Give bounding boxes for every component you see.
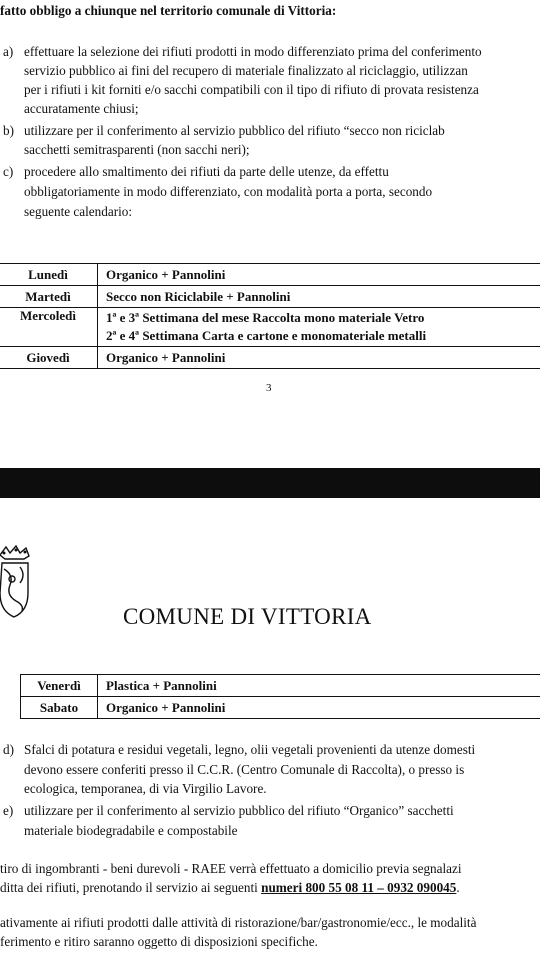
page-separator-bar (0, 468, 540, 498)
table-row (0, 286, 540, 308)
item-b-line-1: utilizzare per il conferimento al servizio pubblico del rifiuto “secco non riciclab (24, 123, 445, 138)
ritiro-line-2 (0, 879, 460, 896)
item-a-marker: a) (3, 44, 14, 59)
item-d-line-3: ecologica, temporanea, di via Virgilio Lavore. (24, 781, 267, 796)
schedule-day: Mercoledì (0, 308, 98, 347)
item-d-line-2: devono essere conferiti presso il C.C.R. (Centro Comunale di Raccolta), o presso is (24, 762, 465, 777)
table-row (21, 697, 540, 719)
intro-heading: fatto obbligo a chiunque nel territorio comunale di Vittoria: (0, 3, 337, 18)
phone-numbers: numeri 800 55 08 11 – 0932 090045 (261, 880, 457, 895)
item-b-line-2: sacchetti semitrasparenti (non sacchi neri); (24, 142, 250, 157)
schedule-desc: Secco non Riciclabile + Pannolini (98, 286, 540, 308)
ritiro-line-2-end: . (456, 880, 460, 895)
item-a-line-3: per i rifiuti i kit forniti e/o sacchi compatibili con il tipo di rifiuto di provata resistenza (24, 82, 479, 97)
item-c-line-2: obbligatoriamente in modo differenziato, con modalità porta a porta, secondo (24, 184, 433, 199)
page-number: 3 (266, 382, 272, 394)
item-a-line-4: accuratamente chiusi; (24, 101, 139, 116)
relativamente-line-2: ferimento e ritiro saranno oggetto di disposizioni specifiche. (0, 934, 318, 949)
schedule-desc: 2ª e 4ª Settimana Carta e cartone e monomateriale metalli (106, 328, 427, 343)
schedule-table-bottom (20, 674, 540, 719)
coat-of-arms-icon (0, 545, 34, 621)
schedule-day: Giovedì (0, 347, 98, 369)
schedule-desc: Organico + Pannolini (98, 264, 540, 286)
table-row (0, 347, 540, 369)
item-e-line-2: materiale biodegradabile e compostabile (24, 823, 238, 838)
table-row (0, 308, 540, 347)
item-c-marker: c) (3, 164, 14, 179)
ritiro-line-1: tiro di ingombranti - beni durevoli - RAEE verrà effettuato a domicilio previa segnalazi (0, 861, 462, 876)
schedule-desc: 1ª e 3ª Settimana del mese Raccolta mono materiale Vetro (106, 310, 425, 325)
item-a-line-1: effettuare la selezione dei rifiuti prodotti in modo differenziato prima del conferimento (24, 44, 482, 59)
item-e-marker: e) (3, 803, 14, 818)
item-d-marker: d) (3, 742, 14, 757)
relativamente-line-1: ativamente ai rifiuti prodotti dalle attività di ristorazione/bar/gastronomie/ecc., le modalità (0, 915, 477, 930)
item-e-line-1: utilizzare per il conferimento al servizio pubblico del rifiuto “Organico” sacchetti (24, 803, 454, 818)
ritiro-line-2-text: ditta dei rifiuti, prenotando il servizio ai seguenti (0, 880, 262, 895)
item-c-line-3: seguente calendario: (24, 204, 133, 219)
table-row (0, 264, 540, 286)
page-title: COMUNE DI VITTORIA (123, 604, 372, 629)
item-d-line-1: Sfalci di potatura e residui vegetali, legno, olii vegetali provenienti da utenze domesti (24, 742, 476, 757)
item-a-line-2: servizio pubblico ai fini del recupero di materiale finalizzato al riciclaggio, utilizzan (24, 63, 468, 78)
schedule-table-top (0, 263, 540, 369)
schedule-day: Sabato (21, 697, 98, 719)
schedule-desc: Plastica + Pannolini (98, 675, 540, 697)
item-b-marker: b) (3, 123, 14, 138)
schedule-desc: Organico + Pannolini (98, 697, 540, 719)
schedule-day: Venerdì (21, 675, 98, 697)
schedule-day: Lunedì (0, 264, 98, 286)
schedule-desc-multi (98, 308, 540, 347)
schedule-desc: Organico + Pannolini (98, 347, 540, 369)
schedule-day: Martedì (0, 286, 98, 308)
item-c-line-1: procedere allo smaltimento dei rifiuti da parte delle utenze, da effettu (24, 164, 389, 179)
table-row (21, 675, 540, 697)
